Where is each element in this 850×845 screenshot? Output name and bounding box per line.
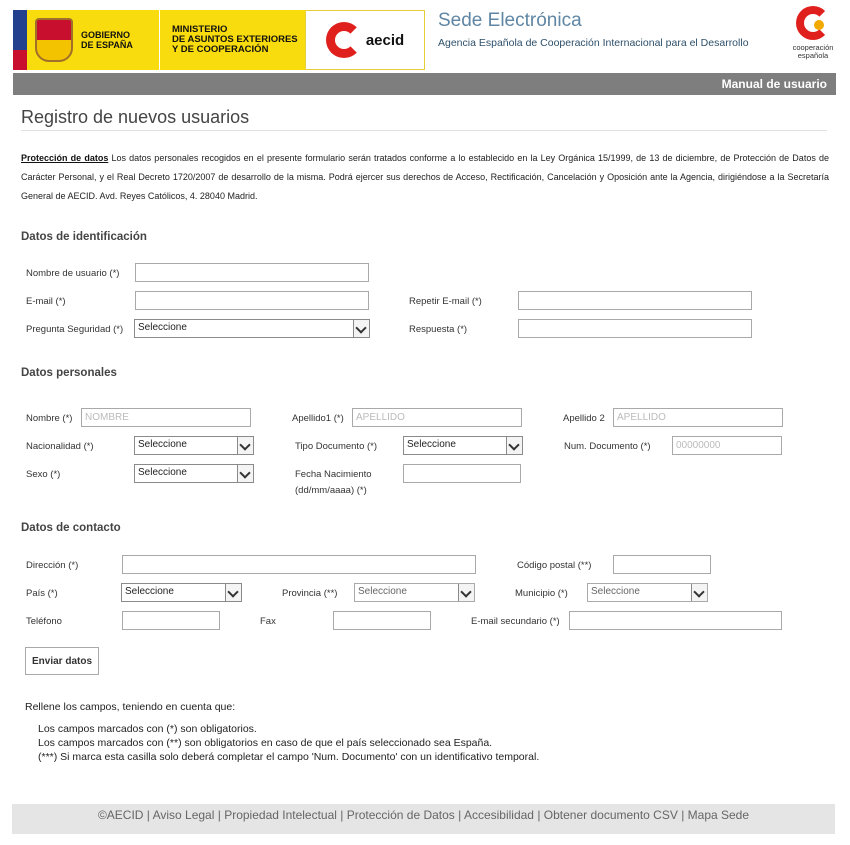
chevron-down-icon[interactable] [691, 584, 707, 601]
ministerio-line-1: MINISTERIO [172, 24, 228, 35]
coat-of-arms-icon [35, 18, 73, 62]
aecid-logo [305, 10, 425, 70]
section-identificacion-title: Datos de identificación [21, 231, 147, 243]
pais-select-value: Seleccione [125, 586, 174, 597]
codigo-postal-input[interactable] [613, 555, 711, 574]
respuesta-input[interactable] [518, 319, 752, 338]
footer-link-propiedad-intelectual[interactable]: Propiedad Intelectual [224, 808, 337, 822]
footer-link-proteccion-datos[interactable]: Protección de Datos [346, 808, 455, 822]
usuario-label: Nombre de usuario (*) [26, 268, 120, 279]
help-item: Los campos marcados con (*) son obligatorios. [38, 723, 257, 735]
chevron-down-icon[interactable] [458, 584, 474, 601]
footer-separator: | [533, 808, 544, 822]
footer-separator: | [214, 808, 225, 822]
respuesta-label: Respuesta (*) [409, 324, 468, 335]
tipo-documento-select[interactable] [403, 436, 523, 455]
privacy-text: Los datos personales recogidos en el presente formulario serán tratados conforme a lo establecido en la Ley Orgánica 15/1999, de 13 de diciembre, de Protección de Datos de Carácter Personal, y el Real Decreto 1720/2007 de desarrollo de la misma. Podrá ejercer sus derechos de Acceso, Rectificación, Cancelación y Oposición ante la Agencia, dirigiéndose a la Secretaría General de AECID. Avd. Reyes Católicos, 4. 28040 Madrid. [21, 153, 829, 201]
top-bar [13, 73, 836, 95]
manual-usuario-link[interactable]: Manual de usuario [721, 77, 827, 91]
municipio-label: Municipio (*) [515, 588, 568, 599]
sede-subtitle: Agencia Española de Cooperación Internacional para el Desarrollo [438, 37, 749, 49]
gobierno-logo [27, 10, 159, 70]
sexo-select[interactable] [134, 464, 254, 483]
apellido2-label: Apellido 2 [563, 413, 605, 424]
municipio-select[interactable] [587, 583, 708, 602]
provincia-label: Provincia (**) [282, 588, 338, 599]
footer-separator: | [454, 808, 464, 822]
chevron-down-icon[interactable] [237, 465, 253, 482]
help-item: (***) Si marca esta casilla solo deberá completar el campo 'Num. Documento' con un identificativo temporal. [38, 751, 540, 763]
gobierno-text [81, 30, 133, 50]
ministerio-line-3: Y DE COOPERACIÓN [172, 44, 269, 55]
nacionalidad-select-value: Seleccione [138, 439, 187, 450]
apellido1-input[interactable] [352, 408, 522, 427]
cooperacion-logo [790, 6, 836, 68]
title-divider [21, 130, 827, 131]
sede-title: Sede Electrónica [438, 10, 582, 31]
section-contacto-title: Datos de contacto [21, 522, 121, 534]
privacy-notice [21, 149, 829, 206]
repetir-email-input[interactable] [518, 291, 752, 310]
num-documento-label: Num. Documento (*) [564, 441, 651, 452]
usuario-input[interactable] [135, 263, 369, 282]
footer-link-mapa-sede[interactable]: Mapa Sede [687, 808, 750, 822]
page-title: Registro de nuevos usuarios [21, 107, 250, 127]
enviar-datos-button[interactable]: Enviar datos [25, 647, 99, 675]
coop-line-1: cooperación [792, 43, 834, 52]
footer-link-accesibilidad[interactable]: Accesibilidad [463, 808, 534, 822]
fecha-label-line-2: (dd/mm/aaaa) (*) [295, 485, 367, 496]
telefono-label: Teléfono [26, 616, 62, 627]
fecha-nacimiento-input[interactable] [403, 464, 521, 483]
direccion-input[interactable] [122, 555, 476, 574]
chevron-down-icon[interactable] [225, 584, 241, 601]
fecha-nacimiento-label [295, 468, 372, 497]
pregunta-label: Pregunta Seguridad (*) [26, 324, 124, 335]
direccion-label: Dirección (*) [26, 560, 79, 571]
footer-separator: | [143, 808, 153, 822]
help-list [38, 722, 539, 764]
pais-select[interactable] [121, 583, 242, 602]
chevron-down-icon[interactable] [506, 437, 522, 454]
num-documento-input[interactable] [672, 436, 782, 455]
sexo-select-value: Seleccione [138, 467, 187, 478]
nacionalidad-select[interactable] [134, 436, 254, 455]
footer [12, 804, 835, 834]
apellido1-label: Apellido1 (*) [292, 413, 344, 424]
footer-link-documento-csv[interactable]: Obtener documento CSV [543, 808, 678, 822]
footer-link-aecid[interactable]: ©AECID [97, 808, 144, 822]
aecid-wordmark: aecid [365, 31, 405, 49]
chevron-down-icon[interactable] [237, 437, 253, 454]
codigo-postal-label: Código postal (**) [517, 560, 592, 571]
repetir-email-label: Repetir E-mail (*) [409, 296, 482, 307]
nacionalidad-label: Nacionalidad (*) [26, 441, 94, 452]
telefono-input[interactable] [122, 611, 220, 630]
footer-separator: | [336, 808, 347, 822]
gobierno-line-2: DE ESPAÑA [81, 40, 133, 50]
email-secundario-label: E-mail secundario (*) [471, 616, 560, 627]
pregunta-select-value: Seleccione [138, 322, 187, 333]
pais-label: País (*) [26, 588, 58, 599]
apellido2-input[interactable] [613, 408, 783, 427]
coop-line-2: española [797, 51, 829, 60]
section-personales-title: Datos personales [21, 367, 117, 379]
email-label: E-mail (*) [26, 296, 66, 307]
header-banner [13, 10, 425, 70]
cooperacion-icon [796, 6, 830, 40]
gobierno-line-1: GOBIERNO [81, 30, 131, 40]
tipo-documento-select-value: Seleccione [407, 439, 456, 450]
pregunta-select[interactable] [134, 319, 370, 338]
help-item: Los campos marcados con (**) son obligatorios en caso de que el país seleccionado sea España. [38, 737, 493, 749]
chevron-down-icon[interactable] [353, 320, 369, 337]
tipo-documento-label: Tipo Documento (*) [295, 441, 378, 452]
eu-flag-icon [13, 10, 27, 70]
sexo-label: Sexo (*) [26, 469, 61, 480]
email-secundario-input[interactable] [569, 611, 782, 630]
fax-label: Fax [260, 616, 276, 627]
ministerio-line-2: DE ASUNTOS EXTERIORES [172, 34, 298, 45]
help-title: Rellene los campos, teniendo en cuenta que: [25, 701, 236, 713]
provincia-select[interactable] [354, 583, 475, 602]
fecha-label-line-1: Fecha Nacimiento [295, 469, 372, 480]
footer-link-aviso-legal[interactable]: Aviso Legal [152, 808, 215, 822]
provincia-select-value: Seleccione [358, 586, 407, 597]
municipio-select-value: Seleccione [591, 586, 640, 597]
cooperacion-text [790, 44, 836, 60]
proteccion-datos-link[interactable]: Protección de datos [21, 153, 109, 163]
aecid-c-icon [326, 22, 362, 58]
ministerio-logo [159, 10, 305, 70]
nombre-input[interactable] [81, 408, 251, 427]
footer-separator: | [677, 808, 688, 822]
fax-input[interactable] [333, 611, 431, 630]
nombre-label: Nombre (*) [26, 413, 73, 424]
email-input[interactable] [135, 291, 369, 310]
